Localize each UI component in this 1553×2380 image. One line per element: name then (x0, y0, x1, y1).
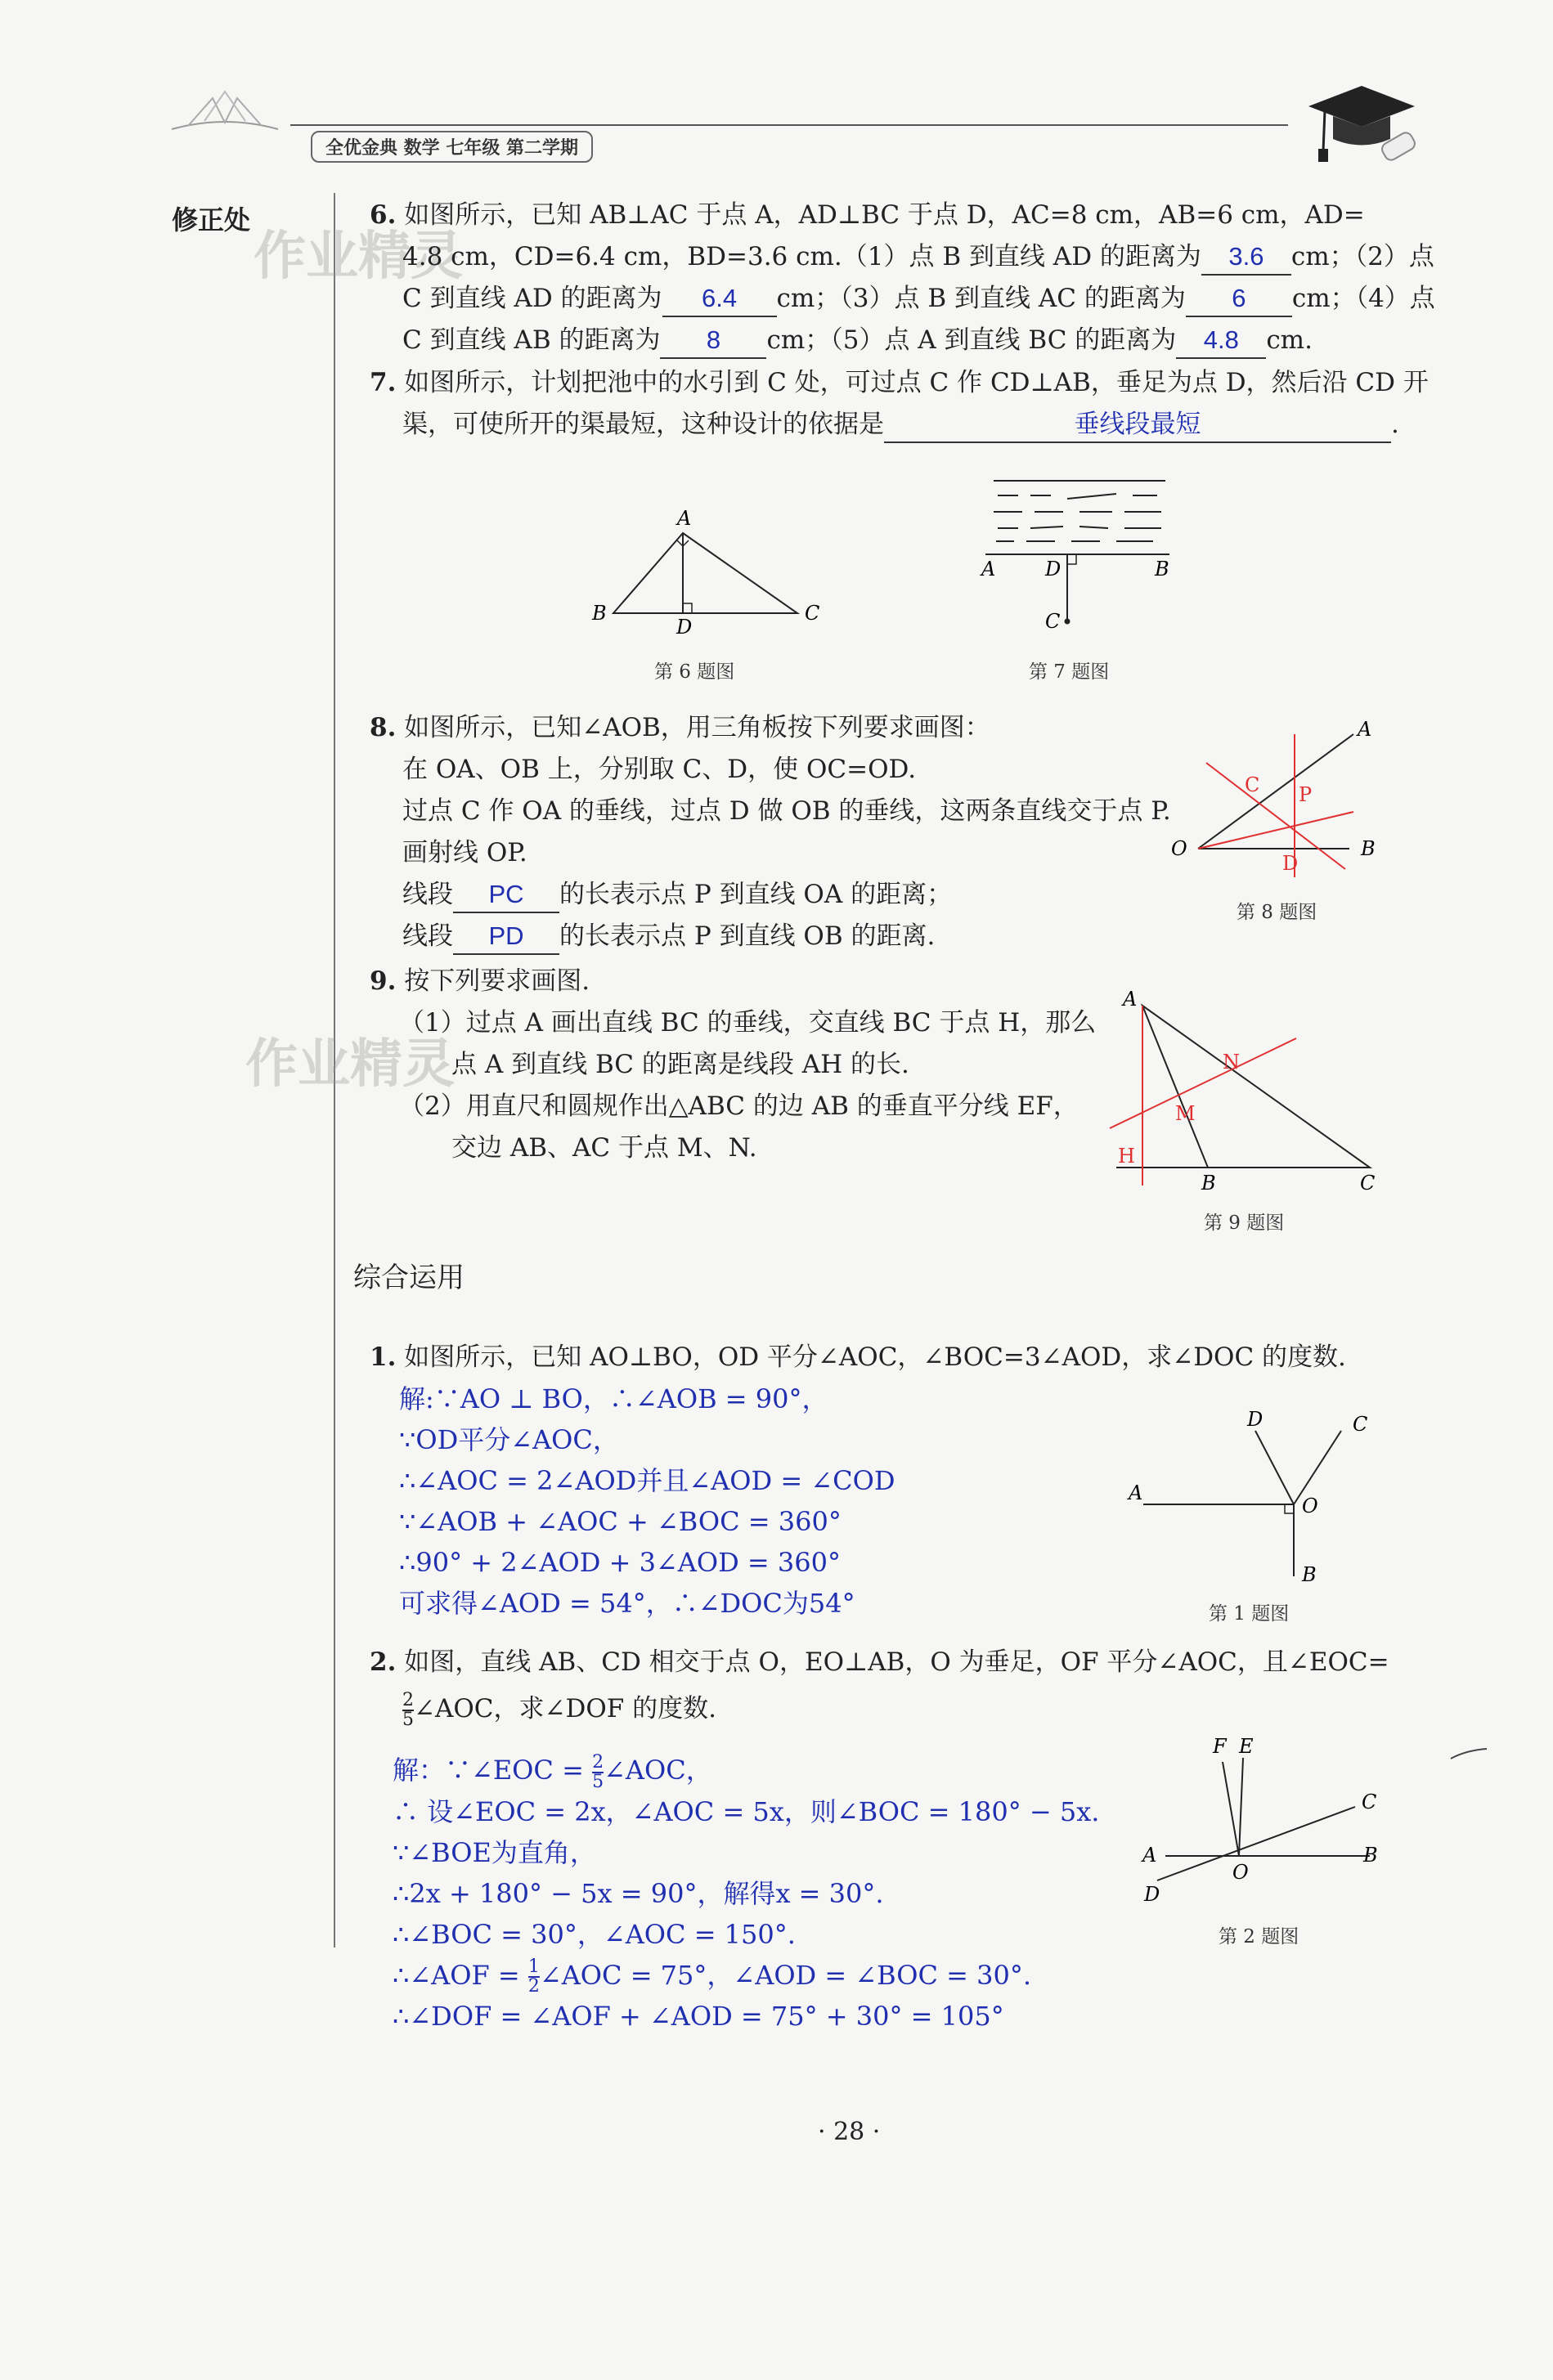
point-label: A (1129, 1481, 1143, 1504)
watermark: 作业精灵 (254, 226, 463, 287)
question-8: 8. 如图所示，已知∠AOB，用三角板按下列要求画图： 在 OA、OB 上，分别取 C、D，使 OC=OD. 过点 C 作 OA 的垂线，过点 D 做 OB 的垂线，这两条直线交于点 P. 画射线 OP. 线段 PC 的长表示点 P 到直线 OA 的距离； 线段 PD 的长表示点 P 到直线 OB 的距离. (370, 707, 1171, 957)
figure-9-caption: 第 9 题图 (1204, 1212, 1285, 1234)
point-label: C (805, 602, 820, 625)
point-label: B (1361, 837, 1376, 860)
point-label: D (1282, 852, 1299, 875)
fraction: $\frac{2}{5}$ (402, 1689, 414, 1730)
point-label: P (1299, 783, 1313, 806)
point-label: C (1245, 773, 1260, 796)
figure-8 (1161, 710, 1398, 890)
figure-8-caption: 第 8 题图 (1237, 902, 1317, 923)
point-label: B (1302, 1563, 1317, 1586)
header-book-decoration (164, 82, 286, 139)
answer-blank: PC (453, 881, 559, 913)
header-book-title: 全优金典 数学 七年级 第二学期 (311, 131, 593, 163)
point-label: D (1247, 1408, 1263, 1431)
exercise-2: 2. 如图，直线 AB、CD 相交于点 O，EO⊥AB，O 为垂足，OF 平分∠AOC，且∠EOC= $\frac{2}{5}$ ∠AOC，求∠DOF 的度数. (370, 1647, 1389, 1730)
graduation-cap-icon (1300, 74, 1423, 172)
point-label: O (1232, 1861, 1249, 1884)
figure-7 (973, 466, 1194, 638)
answer-blank: 6 (1186, 285, 1292, 317)
figure-c2-caption: 第 2 题图 (1219, 1926, 1299, 1947)
point-label: F (1213, 1735, 1227, 1758)
question-number: 6. (370, 200, 397, 230)
figure-6 (581, 491, 826, 638)
question-7: 7. 如图所示，计划把池中的水引到 C 处，可过点 C 作 CD⊥AB，垂足为点 D，然后沿 CD 开 渠，可使所开的渠最短，这种设计的依据是 垂线段最短 . (370, 362, 1429, 446)
point-label: N (1223, 1051, 1240, 1073)
point-label: B (1201, 1172, 1216, 1194)
point-label: D (676, 616, 693, 638)
figure-c1 (1120, 1398, 1390, 1594)
figure-c1-caption: 第 1 题图 (1209, 1603, 1290, 1625)
exercise-2-solution: 解：∵∠EOC = $\frac{2}{5}$ ∠AOC， ∴ 设∠EOC = 2x，∠AOC = 5x，则∠BOC = 180° − 5x. ∵∠BOE为直角， ∴2x + 180° − 5x = 90°，解得x = 30°. ∴∠BOC = 30°，∠AOC = 150°. ∴∠AOF = $\frac{1}{2}$ ∠AOC = 75°，∠AOD = ∠BOC = 30°. ∴∠DOF = ∠AOF + ∠AOD = 75° + 30° = 105° (393, 1751, 1100, 2032)
answer-blank: 6.4 (662, 285, 777, 317)
fraction: $\frac{2}{5}$ (592, 1751, 604, 1792)
point-label: M (1175, 1102, 1196, 1125)
figure-9 (1100, 989, 1403, 1194)
point-label: C (1045, 610, 1061, 633)
question-number: 2. (370, 1647, 397, 1677)
point-label: B (1155, 558, 1169, 580)
question-9: 9. 按下列要求画图. （1）过点 A 画出直线 BC 的垂线，交直线 BC 于点 H，那么 点 A 到直线 BC 的距离是线段 AH 的长. （2）用直尺和圆规作出△ABC 的边 AB 的垂直平分线 EF， 交边 AB、AC 于点 M、N. (370, 966, 1097, 1163)
point-label: H (1118, 1145, 1135, 1168)
point-label: D (1144, 1883, 1160, 1906)
answer-blank: 垂线段最短 (884, 410, 1391, 443)
header-rule (290, 124, 1288, 126)
question-6: 6. 如图所示，已知 AB⊥AC 于点 A，AD⊥BC 于点 D，AC=8 cm，AB=6 cm，AD= 4.8 cm，CD=6.4 cm，BD=3.6 cm.（1）点 B 到直线 AD 的距离为 3.6 cm；（2）点 C 到直线 AD 的距离为 6.4 cm；（3）点 B 到直线 AC 的距离为 6 cm；（4）点 C 到直线 AB 的距离为 8 cm；（5）点 A 到直线 BC 的距离为 4.8 cm. (370, 195, 1435, 361)
question-number: 9. (370, 966, 397, 996)
fraction: $\frac{1}{2}$ (527, 1956, 540, 1997)
point-label: B (592, 602, 607, 625)
answer-blank: PD (453, 922, 559, 955)
point-label: B (1363, 1844, 1378, 1867)
point-label: A (1123, 989, 1138, 1011)
point-label: E (1239, 1735, 1254, 1758)
point-label: O (1171, 837, 1187, 860)
figure-6-caption: 第 6 题图 (654, 661, 735, 683)
watermark: 作业精灵 (245, 1034, 455, 1095)
point-label: C (1353, 1413, 1368, 1436)
point-label: A (677, 507, 692, 530)
question-number: 1. (370, 1342, 397, 1372)
answer-blank: 8 (660, 326, 766, 359)
figure-c2 (1133, 1733, 1394, 1913)
section-title: 综合运用 (353, 1262, 465, 1294)
pen-mark (1449, 1746, 1490, 1762)
point-label: A (1142, 1844, 1157, 1867)
margin-label: 修正处 (172, 204, 251, 235)
answer-blank: 4.8 (1176, 326, 1266, 359)
figure-7-caption: 第 7 题图 (1029, 661, 1110, 683)
exercise-1: 1. 如图所示，已知 AO⊥BO，OD 平分∠AOC，∠BOC=3∠AOD，求∠DOC 的度数. (370, 1342, 1346, 1372)
point-label: A (1358, 718, 1372, 741)
page-number: · 28 · (818, 2118, 881, 2146)
exercise-1-solution: 解:∵AO ⊥ BO，∴∠AOB = 90°， ∵OD平分∠AOC， ∴∠AOC = 2∠AOD并且∠AOD = ∠COD ∵∠AOB + ∠AOC + ∠BOC = 360° ∴90° + 2∠AOD + 3∠AOD = 360° 可求得∠AOD = 54°，∴∠DOC为54° (399, 1383, 895, 1619)
point-label: C (1362, 1791, 1377, 1813)
point-label: A (981, 558, 996, 580)
answer-blank: 3.6 (1201, 243, 1291, 276)
point-label: D (1045, 558, 1062, 580)
point-label: C (1360, 1172, 1376, 1194)
question-number: 7. (370, 368, 397, 397)
point-label: O (1302, 1495, 1318, 1517)
question-number: 8. (370, 713, 397, 742)
